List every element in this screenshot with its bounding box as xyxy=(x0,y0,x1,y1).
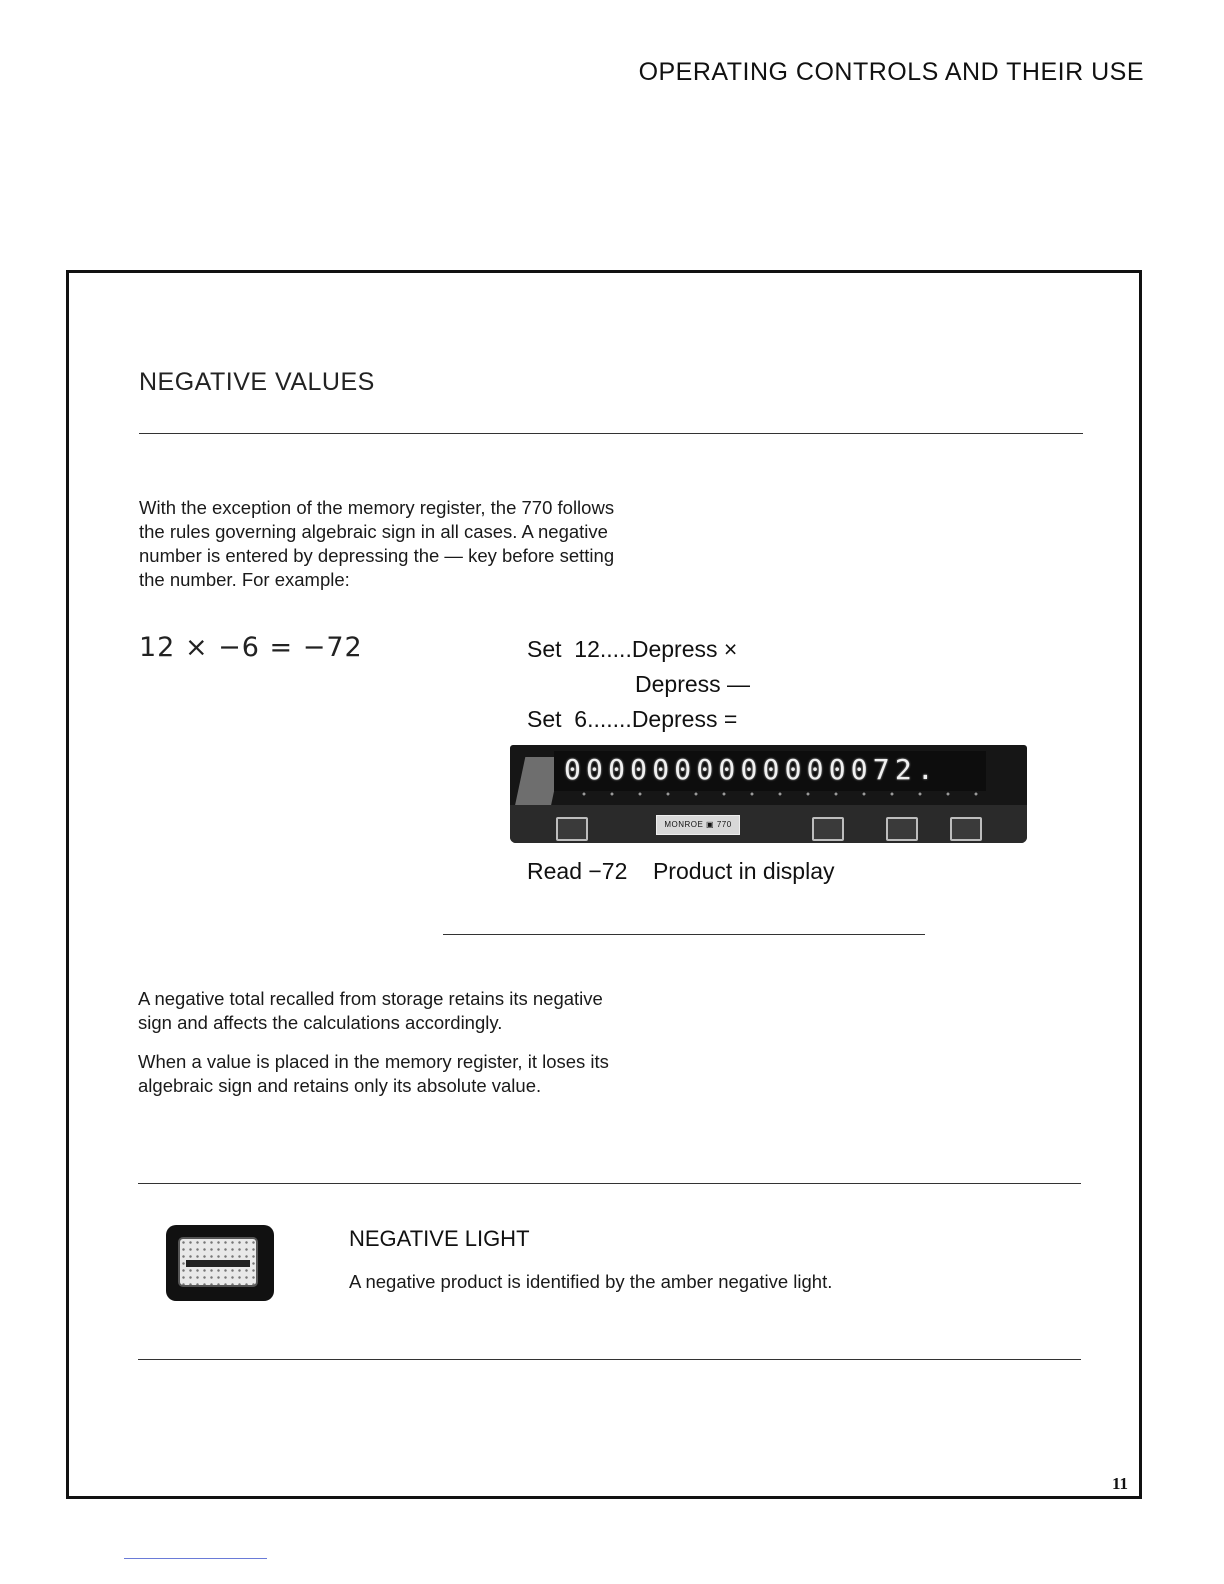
step-set-12: Set 12.....Depress × xyxy=(527,636,738,662)
negative-light-title: NEGATIVE LIGHT xyxy=(349,1226,530,1251)
intro-paragraph xyxy=(139,496,699,592)
brand-plate: MONROE ▣ 770 xyxy=(656,815,740,835)
calculator-display-photo xyxy=(510,745,1027,843)
note-memory xyxy=(138,1050,698,1098)
intro-line: number is entered by depressing the — key before setting xyxy=(139,545,615,566)
example-equation: 12 × −6 = −72 xyxy=(139,632,363,663)
step-set-6: Set 6.......Depress = xyxy=(527,706,738,732)
result-caption: Read −72 Product in display xyxy=(527,858,835,884)
title-rule xyxy=(139,433,1083,434)
note-line: sign and affects the calculations accordingly. xyxy=(138,1012,503,1033)
section-title: NEGATIVE VALUES xyxy=(139,368,375,396)
note-storage xyxy=(138,987,698,1035)
display-digits: 0000000000000072. xyxy=(564,753,939,786)
calculator-key xyxy=(950,817,982,841)
note-line: A negative total recalled from storage retains its negative xyxy=(138,988,603,1009)
calculator-key xyxy=(556,817,588,841)
negative-light-text: A negative product is identified by the amber negative light. xyxy=(349,1271,833,1292)
intro-line: the rules governing algebraic sign in all cases. A negative xyxy=(139,521,608,542)
page-number: 11 xyxy=(1112,1474,1129,1493)
negative-light-icon xyxy=(166,1225,274,1301)
example-rule xyxy=(443,934,925,935)
footer-link-line xyxy=(124,1558,267,1559)
minus-sign-icon xyxy=(186,1260,250,1267)
step-depress-minus: Depress — xyxy=(635,671,751,697)
negative-light-top-rule xyxy=(138,1183,1081,1184)
calculator-key xyxy=(812,817,844,841)
intro-line: the number. For example: xyxy=(139,569,350,590)
running-header: OPERATING CONTROLS AND THEIR USE xyxy=(638,58,1144,86)
intro-line: With the exception of the memory register, the 770 follows xyxy=(139,497,615,518)
note-line: algebraic sign and retains only its absolute value. xyxy=(138,1075,542,1096)
calculator-key xyxy=(886,817,918,841)
decimal-marker-dots xyxy=(570,791,990,797)
negative-light-bottom-rule xyxy=(138,1359,1081,1360)
note-line: When a value is placed in the memory register, it loses its xyxy=(138,1051,609,1072)
